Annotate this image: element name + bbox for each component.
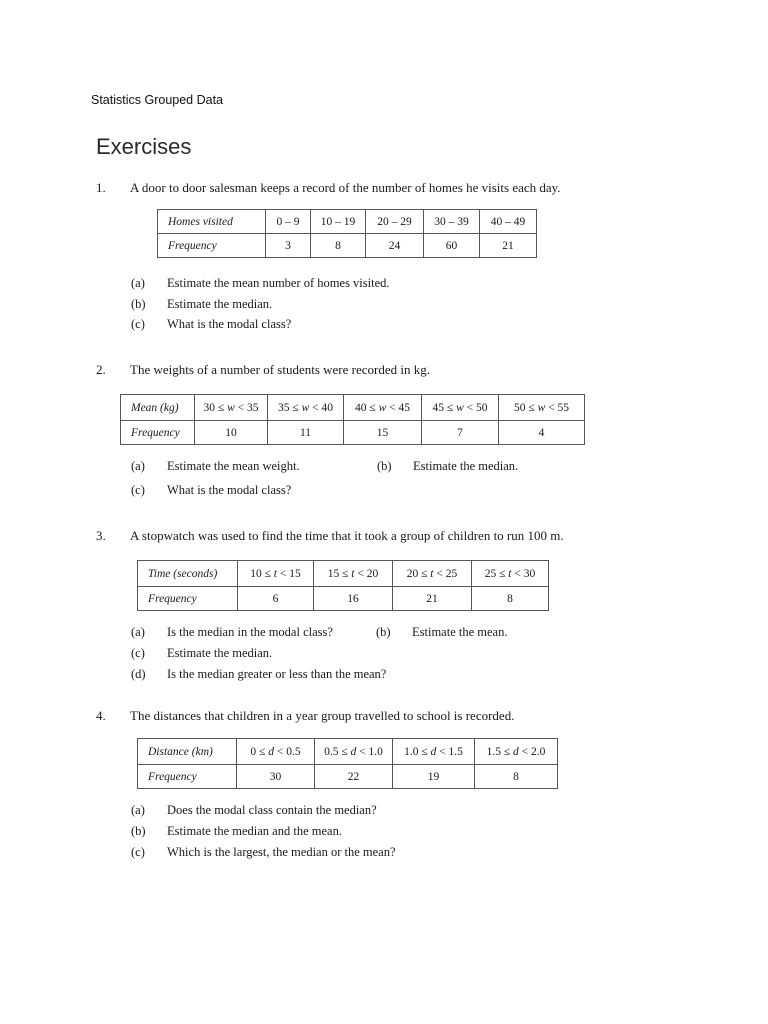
part-text: Estimate the mean weight. bbox=[167, 459, 300, 473]
question-4-text: The distances that children in a year group travelled to school is recorded. bbox=[130, 708, 515, 723]
frequency-cell: 4 bbox=[499, 421, 585, 445]
table-row bbox=[138, 739, 558, 765]
question-2-part-c bbox=[131, 483, 291, 498]
part-label: (a) bbox=[131, 276, 145, 290]
question-1-table bbox=[157, 209, 537, 258]
part-text: Is the median greater or less than the mean? bbox=[167, 667, 387, 681]
class-cell: 0 ≤ d < 0.5 bbox=[237, 739, 315, 765]
row-label: Mean (kg) bbox=[121, 395, 195, 421]
part-label: (a) bbox=[131, 625, 145, 639]
question-2-text: The weights of a number of students were recorded in kg. bbox=[130, 362, 430, 377]
class-cell: 1.5 ≤ d < 2.0 bbox=[475, 739, 558, 765]
part-label: (a) bbox=[131, 459, 145, 473]
question-4-part-c bbox=[131, 845, 396, 860]
question-4-number: 4. bbox=[96, 708, 106, 723]
part-text: Does the modal class contain the median? bbox=[167, 803, 377, 817]
row-label: Frequency bbox=[121, 421, 195, 445]
frequency-cell: 16 bbox=[314, 587, 393, 611]
frequency-cell: 15 bbox=[344, 421, 422, 445]
class-cell: 1.0 ≤ d < 1.5 bbox=[393, 739, 475, 765]
question-3-part-d bbox=[131, 667, 386, 682]
frequency-cell: 19 bbox=[393, 765, 475, 789]
question-1-part-a bbox=[131, 276, 390, 291]
table-row bbox=[158, 210, 537, 234]
question-1-part-c bbox=[131, 317, 291, 332]
table-row bbox=[138, 765, 558, 789]
question-2-number: 2. bbox=[96, 362, 106, 377]
frequency-cell: 6 bbox=[238, 587, 314, 611]
part-label: (c) bbox=[131, 845, 145, 859]
class-cell: 10 – 19 bbox=[311, 210, 366, 234]
part-text: Which is the largest, the median or the mean? bbox=[167, 845, 396, 859]
part-text: Estimate the mean number of homes visited. bbox=[167, 276, 390, 290]
part-label: (b) bbox=[376, 625, 391, 639]
class-cell: 15 ≤ t < 20 bbox=[314, 561, 393, 587]
part-label: (b) bbox=[131, 297, 146, 311]
table-row bbox=[121, 421, 585, 445]
part-label: (c) bbox=[131, 483, 145, 497]
class-cell: 35 ≤ w < 40 bbox=[268, 395, 344, 421]
row-label: Time (seconds) bbox=[138, 561, 238, 587]
class-cell: 30 – 39 bbox=[424, 210, 480, 234]
row-label: Homes visited bbox=[158, 210, 266, 234]
frequency-cell: 8 bbox=[475, 765, 558, 789]
part-label: (b) bbox=[377, 459, 392, 473]
question-4-part-b bbox=[131, 824, 342, 839]
document-header: Statistics Grouped Data bbox=[91, 93, 224, 107]
class-cell: 30 ≤ w < 35 bbox=[195, 395, 268, 421]
frequency-cell: 60 bbox=[424, 234, 480, 258]
frequency-cell: 24 bbox=[366, 234, 424, 258]
frequency-cell: 21 bbox=[480, 234, 537, 258]
question-1-part-b bbox=[131, 297, 272, 312]
class-cell: 45 ≤ w < 50 bbox=[422, 395, 499, 421]
class-cell: 25 ≤ t < 30 bbox=[472, 561, 549, 587]
question-2-part-a bbox=[131, 459, 300, 474]
part-text: What is the modal class? bbox=[167, 317, 292, 331]
question-1-text: A door to door salesman keeps a record of the number of homes he visits each day. bbox=[130, 180, 561, 195]
page-title: Exercises bbox=[96, 134, 192, 159]
part-label: (a) bbox=[131, 803, 145, 817]
frequency-cell: 3 bbox=[266, 234, 311, 258]
class-cell: 0.5 ≤ d < 1.0 bbox=[315, 739, 393, 765]
class-cell: 20 – 29 bbox=[366, 210, 424, 234]
question-2-part-b bbox=[377, 459, 518, 474]
part-text: Estimate the median. bbox=[167, 646, 273, 660]
question-3-part-a bbox=[131, 625, 333, 640]
question-4-table bbox=[137, 738, 558, 789]
table-row bbox=[158, 234, 537, 258]
frequency-cell: 30 bbox=[237, 765, 315, 789]
frequency-cell: 10 bbox=[195, 421, 268, 445]
part-label: (c) bbox=[131, 646, 145, 660]
question-4-part-a bbox=[131, 803, 377, 818]
class-cell: 40 ≤ w < 45 bbox=[344, 395, 422, 421]
part-text: Estimate the mean. bbox=[412, 625, 508, 639]
table-row bbox=[121, 395, 585, 421]
frequency-cell: 7 bbox=[422, 421, 499, 445]
frequency-cell: 22 bbox=[315, 765, 393, 789]
frequency-cell: 21 bbox=[393, 587, 472, 611]
row-label: Frequency bbox=[158, 234, 266, 258]
part-text: Is the median in the modal class? bbox=[167, 625, 333, 639]
part-text: Estimate the median. bbox=[413, 459, 519, 473]
row-label: Frequency bbox=[138, 587, 238, 611]
class-cell: 0 – 9 bbox=[266, 210, 311, 234]
part-text: Estimate the median. bbox=[167, 297, 273, 311]
row-label: Frequency bbox=[138, 765, 237, 789]
class-cell: 10 ≤ t < 15 bbox=[238, 561, 314, 587]
frequency-cell: 11 bbox=[268, 421, 344, 445]
question-3-table bbox=[137, 560, 549, 611]
question-2-table bbox=[120, 394, 585, 445]
class-cell: 40 – 49 bbox=[480, 210, 537, 234]
part-text: Estimate the median and the mean. bbox=[167, 824, 342, 838]
part-label: (b) bbox=[131, 824, 146, 838]
part-label: (c) bbox=[131, 317, 145, 331]
part-text: What is the modal class? bbox=[167, 483, 292, 497]
table-row bbox=[138, 587, 549, 611]
class-cell: 50 ≤ w < 55 bbox=[499, 395, 585, 421]
row-label: Distance (km) bbox=[138, 739, 237, 765]
question-3-text: A stopwatch was used to find the time that it took a group of children to run 100 m. bbox=[130, 528, 564, 543]
frequency-cell: 8 bbox=[311, 234, 366, 258]
table-row bbox=[138, 561, 549, 587]
class-cell: 20 ≤ t < 25 bbox=[393, 561, 472, 587]
frequency-cell: 8 bbox=[472, 587, 549, 611]
question-3-number: 3. bbox=[96, 528, 106, 543]
part-label: (d) bbox=[131, 667, 146, 681]
question-1-number: 1. bbox=[96, 180, 106, 195]
question-3-part-b bbox=[376, 625, 507, 640]
question-3-part-c bbox=[131, 646, 272, 661]
